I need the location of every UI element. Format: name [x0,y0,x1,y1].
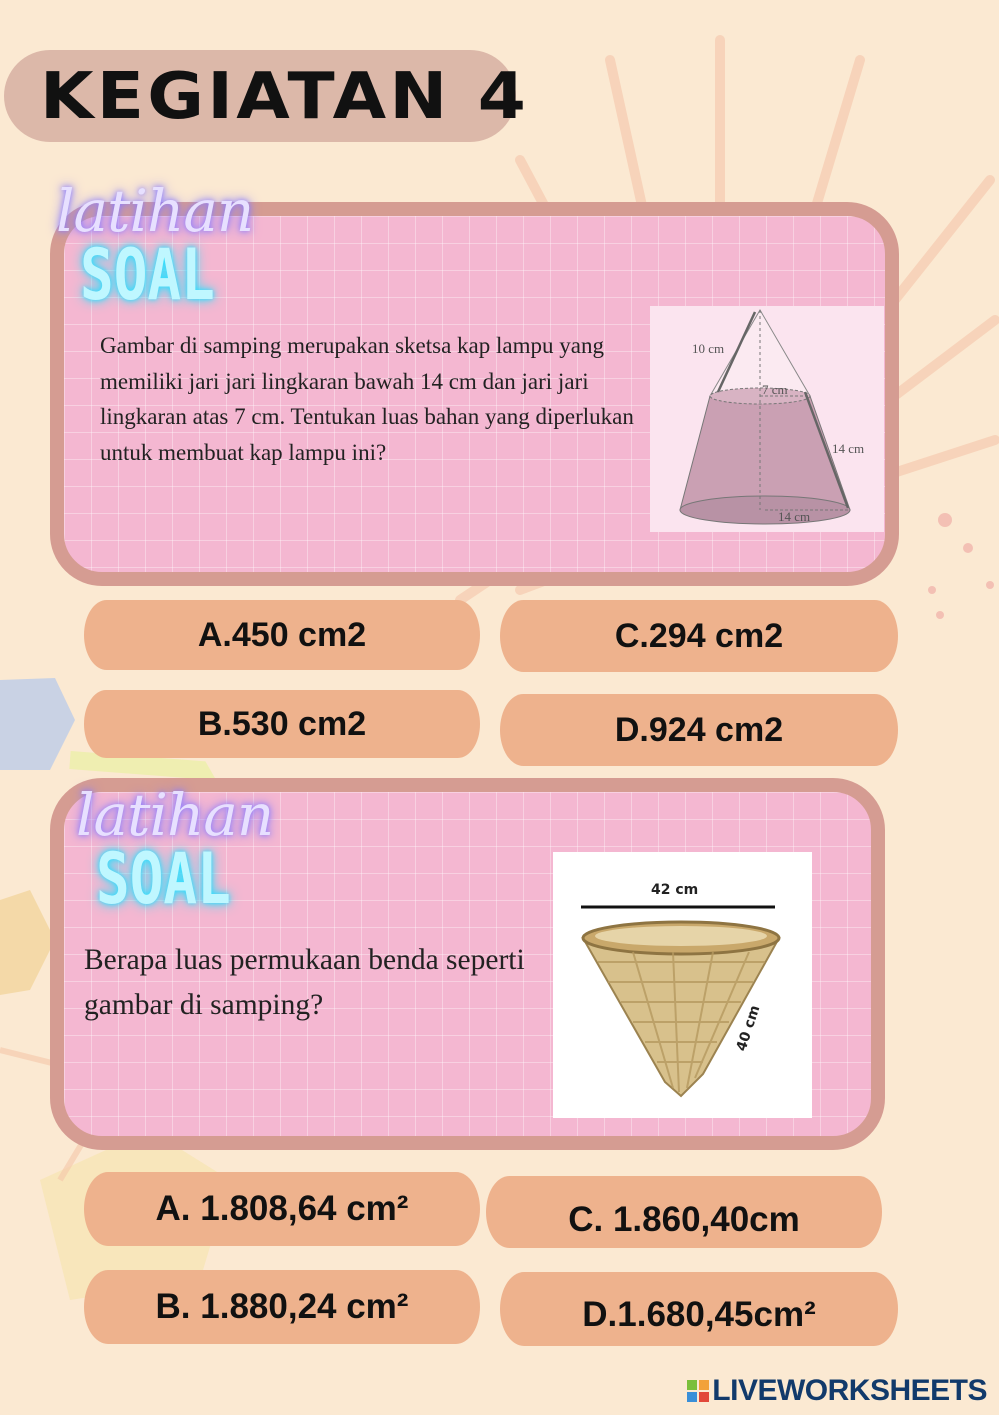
option-a-button[interactable]: A.450 cm2 [84,600,480,670]
badge-soal-text: SOAL [80,234,215,316]
latihan-soal-badge-2 [76,781,274,920]
question-1-text: Gambar di samping merupakan sketsa kap lampu yang memiliki jari jari lingkaran bawah 14 cm dan jari jari lingkaran atas 7 cm. Tentukan luas bahan yang diperlukan untuk membuat kap lampu ini? [100,333,634,465]
option-b-button-2[interactable]: B. 1.880,24 cm² [84,1270,480,1344]
question-2-text: Berapa luas permukaan benda seperti gambar di samping? [84,944,525,1021]
label-slant-bottom: 14 cm [832,441,865,456]
liveworksheets-logo-icon [687,1380,709,1402]
option-d-button-2[interactable]: D.1.680,45cm² [500,1272,898,1346]
label-diameter: 42 cm [651,882,699,898]
lampshade-figure [650,306,884,532]
latihan-soal-badge-1 [56,177,254,316]
label-slant: 40 cm [733,1003,764,1054]
label-slant-top: 10 cm [692,341,725,356]
label-bottom-radius: 14 cm [778,509,811,524]
option-c-button-2[interactable]: C. 1.860,40cm [486,1176,882,1248]
footer-brand: LIVEWORKSHEETS [712,1374,987,1407]
badge-latihan-text: latihan [76,781,274,849]
liveworksheets-footer[interactable] [687,1374,987,1408]
badge-latihan-text: latihan [56,177,254,245]
badge-soal-text: SOAL [96,838,231,920]
option-d-button[interactable]: D.924 cm2 [500,694,898,766]
option-c-button[interactable]: C.294 cm2 [500,600,898,672]
option-b-button[interactable]: B.530 cm2 [84,690,480,758]
option-a-button-2[interactable]: A. 1.808,64 cm² [84,1172,480,1246]
basket-figure [553,852,812,1118]
page-title: KEGIATAN 4 [40,60,530,134]
label-top-radius: 7 cm [762,382,788,397]
